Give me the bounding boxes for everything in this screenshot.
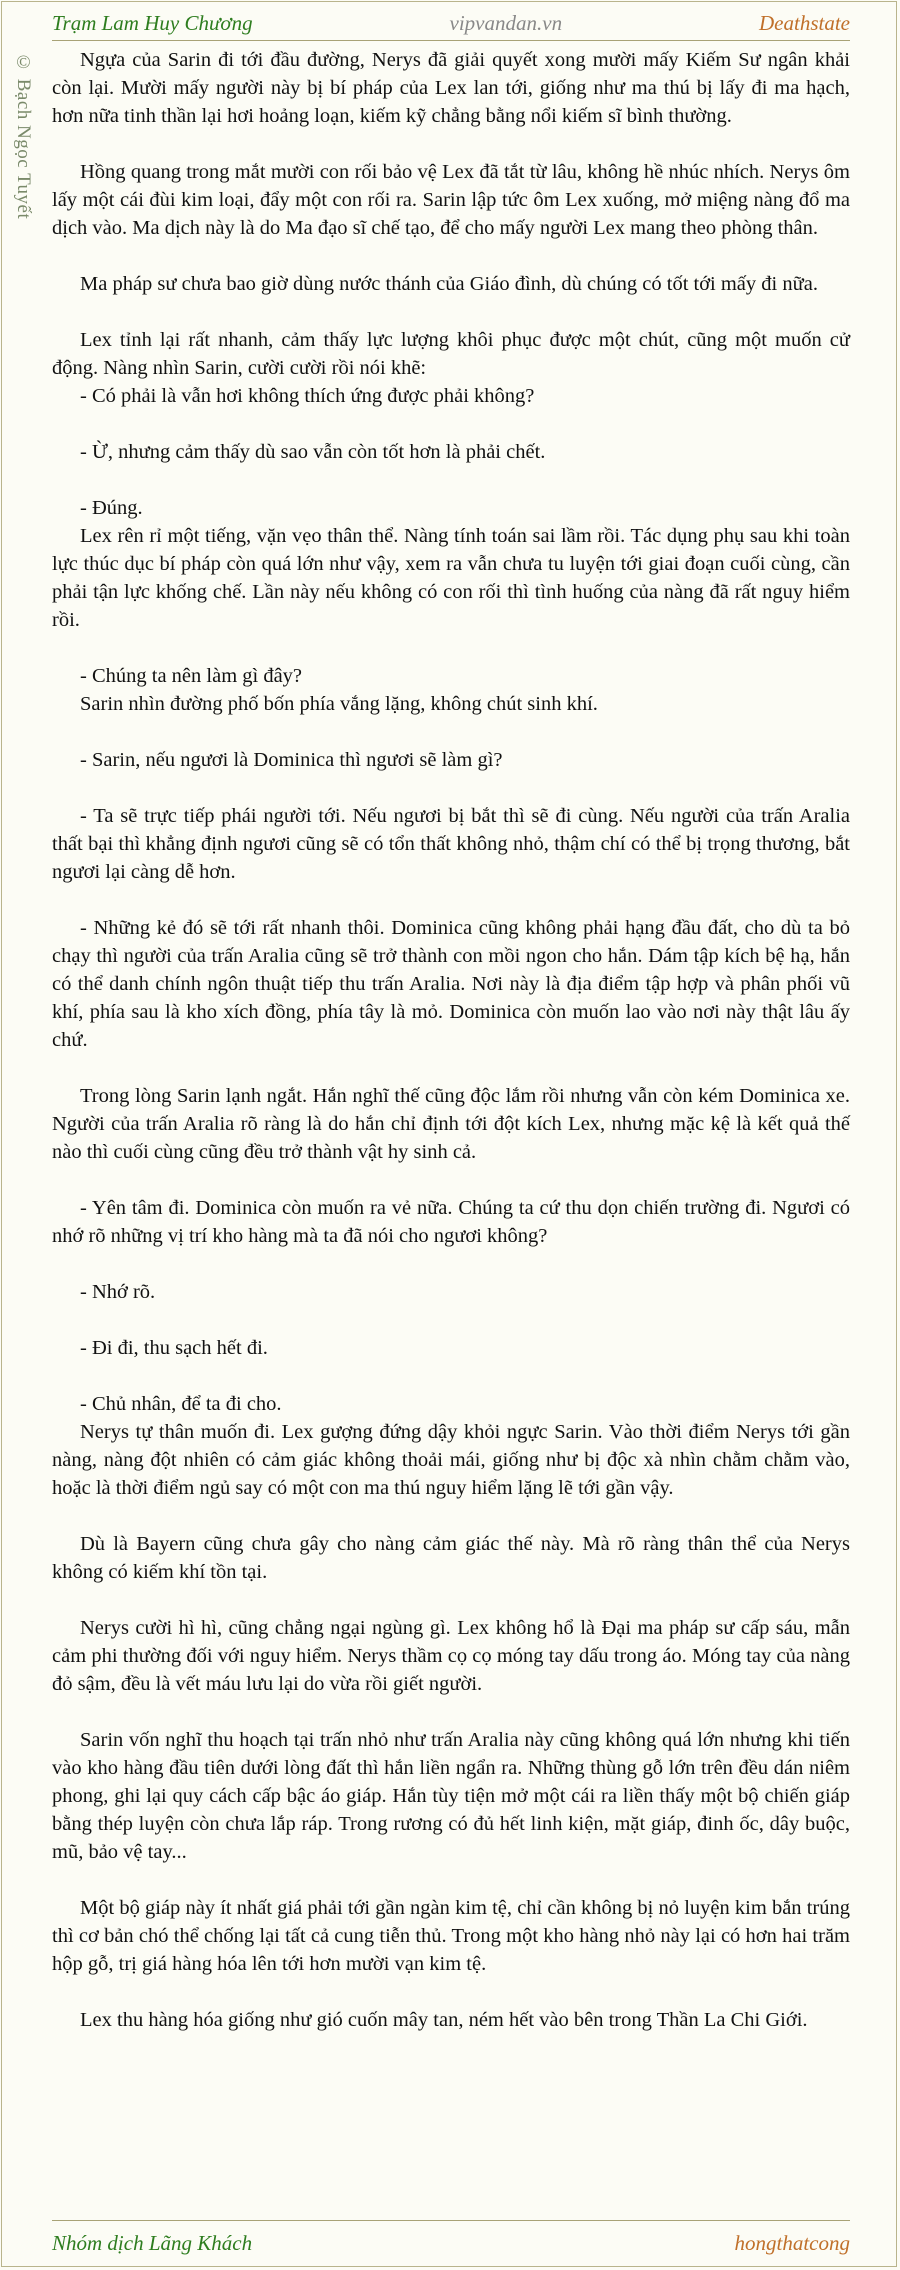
paragraph: Ma pháp sư chưa bao giờ dùng nước thánh của Giáo đình, dù chúng có tốt tới mấy đi nữa.: [80, 273, 818, 295]
header-domain: vipvandan.vn: [449, 10, 563, 35]
paragraph: Một bộ giáp này ít nhất giá phải tới gần ngàn kim tệ, chỉ cần không bị nỏ luyện kim bắn trúng thì cơ bản chó thể chống lại tất cả cung tiễn thủ. Trong một kho hàng nhỏ này lại có hơn hai trăm hộp gỗ, trị giá hàng hóa lên tới hơn mười vạn kim tệ.: [52, 1897, 850, 1975]
paragraph: Lex tỉnh lại rất nhanh, cảm thấy lực lượng khôi phục được một chút, cũng một muốn cử động. Nàng nhìn Sarin, cười cười rồi nói khẽ:: [52, 329, 850, 379]
dialogue-line: - Có phải là vẫn hơi không thích ứng được phải không?: [80, 385, 535, 407]
dialogue-line: - Chủ nhân, để ta đi cho.: [80, 1393, 282, 1415]
dialogue-line: - Nhớ rõ.: [80, 1281, 156, 1303]
footer-translator-group: Nhóm dịch Lãng Khách: [52, 2230, 253, 2255]
paragraph: Hồng quang trong mắt mười con rối bảo vệ Lex đã tắt từ lâu, không hề nhúc nhích. Nerys ôm lấy một cái đùi kim loại, đẩy một con rối ra. Sarin lập tức ôm Lex xuống, mở miệng nàng đổ ma dịch vào. Ma dịch này là do Ma đạo sĩ chế tạo, để cho mấy người Lex mang theo phòng thân.: [52, 161, 850, 239]
chapter-text: [52, 46, 850, 2034]
paragraph: Sarin vốn nghĩ thu hoạch tại trấn nhỏ như trấn Aralia này cũng không quá lớn nhưng khi tiến vào kho hàng đầu tiên dưới lòng đất thì hắn liền ngẩn ra. Những thùng gỗ lớn trên đều dán niêm phong, ghi lại quy cách cấp bậc áo giáp. Hắn tùy tiện mở một cái ra liền thấy một bộ chiến giáp bằng thép luyện còn chưa lắp ráp. Trong rương có đủ hết linh kiện, mặt giáp, đinh ốc, dây buộc, mũ, bảo vệ tay...: [52, 1729, 850, 1863]
paragraph: Trong lòng Sarin lạnh ngắt. Hắn nghĩ thế cũng độc lắm rồi nhưng vẫn còn kém Dominica xe. Người của trấn Aralia rõ ràng là do hắn chỉ định tới đột kích Lex, nhưng mặc kệ là kết quả thế nào thì cuối cùng cũng đều trở thành vật hy sinh cả.: [52, 1085, 850, 1163]
dialogue-line: - Đúng.: [80, 497, 143, 519]
paragraph: Nerys cười hì hì, cũng chẳng ngại ngùng gì. Lex không hổ là Đại ma pháp sư cấp sáu, mẫn cảm phi thường đối với nguy hiểm. Nerys thầm cọ cọ móng tay dấu trong áo. Móng tay của nàng đỏ sậm, đều là vết máu lưu lại do vừa rồi giết người.: [52, 1617, 850, 1695]
dialogue-line: - Đi đi, thu sạch hết đi.: [80, 1337, 268, 1359]
dialogue-line: - Những kẻ đó sẽ tới rất nhanh thôi. Dominica cũng không phải hạng đầu đất, cho dù ta bỏ chạy thì người của trấn Aralia cũng sẽ trở thành con mồi ngon cho hắn. Dám tập kích bệ hạ, hắn có thể danh chính ngôn thuật tiếp thu trấn Aralia. Nơi này là địa điểm tập hợp và phân phối vũ khí, phía sau là kho xích đồng, phía tây là mỏ. Dominica còn muốn lao vào nơi này thật lâu ấy chứ.: [52, 917, 850, 1051]
header-divider: [52, 40, 850, 41]
paragraph: Ngựa của Sarin đi tới đầu đường, Nerys đã giải quyết xong mười mấy Kiếm Sư ngân khải còn lại. Mười mấy người này bị bí pháp của Lex lan tới, giống như ma thú bị lấy đi ma hạch, hơn nữa tinh thần lại hơi hoảng loạn, kiếm kỹ chẳng bằng nổi kiếm sĩ bình thường.: [52, 49, 850, 127]
dialogue-line: - Ta sẽ trực tiếp phái người tới. Nếu ngươi bị bắt thì sẽ đi cùng. Nếu người của trấn Aralia thất bại thì khẳng định ngươi cũng sẽ có tổn thất không nhỏ, thậm chí có thể bị trọng thương, bắt ngươi lại càng dễ hơn.: [52, 805, 850, 883]
dialogue-line: - Sarin, nếu ngươi là Dominica thì ngươi sẽ làm gì?: [80, 749, 503, 771]
footer-editor: hongthatcong: [734, 2230, 850, 2255]
dialogue-line: - Yên tâm đi. Dominica còn muốn ra vẻ nữa. Chúng ta cứ thu dọn chiến trường đi. Ngươi có nhớ rõ những vị trí kho hàng mà ta đã nói cho ngươi không?: [52, 1197, 850, 1247]
dialogue-line: - Ừ, nhưng cảm thấy dù sao vẫn còn tốt hơn là phải chết.: [80, 441, 546, 463]
side-watermark: © Bạch Ngọc Tuyết: [13, 52, 34, 220]
dialogue-line: - Chúng ta nên làm gì đây?: [80, 665, 303, 687]
header-site-name: Trạm Lam Huy Chương: [52, 10, 253, 35]
paragraph: Sarin nhìn đường phố bốn phía vắng lặng, không chút sinh khí.: [80, 693, 598, 715]
page-header: [52, 8, 850, 38]
header-author: Deathstate: [759, 10, 850, 35]
paragraph: Nerys tự thân muốn đi. Lex gượng đứng dậy khỏi ngực Sarin. Vào thời điểm Nerys tới gần nàng, nàng đột nhiên có cảm giác không thoải mái, giống như bị độc xà nhìn chằm chằm vào, hoặc là thời điểm ngủ say có một con ma thú nguy hiểm lặng lẽ tới gần vậy.: [52, 1421, 850, 1499]
paragraph: Dù là Bayern cũng chưa gây cho nàng cảm giác thế này. Mà rõ ràng thân thể của Nerys không có kiếm khí tồn tại.: [52, 1533, 850, 1583]
paragraph: Lex rên rỉ một tiếng, vặn vẹo thân thể. Nàng tính toán sai lầm rồi. Tác dụng phụ sau khi toàn lực thúc dục bí pháp còn quá lớn như vậy, xem ra vẫn chưa tu luyện tới giai đoạn cuối cùng, cần phải tận lực khống chế. Lần này nếu không có con rối thì tình huống của nàng đã rất nguy hiểm rồi.: [52, 525, 850, 631]
paragraph: Lex thu hàng hóa giống như gió cuốn mây tan, ném hết vào bên trong Thần La Chi Giới.: [80, 2009, 808, 2031]
page-footer: [52, 2228, 850, 2258]
footer-divider: [52, 2220, 850, 2221]
